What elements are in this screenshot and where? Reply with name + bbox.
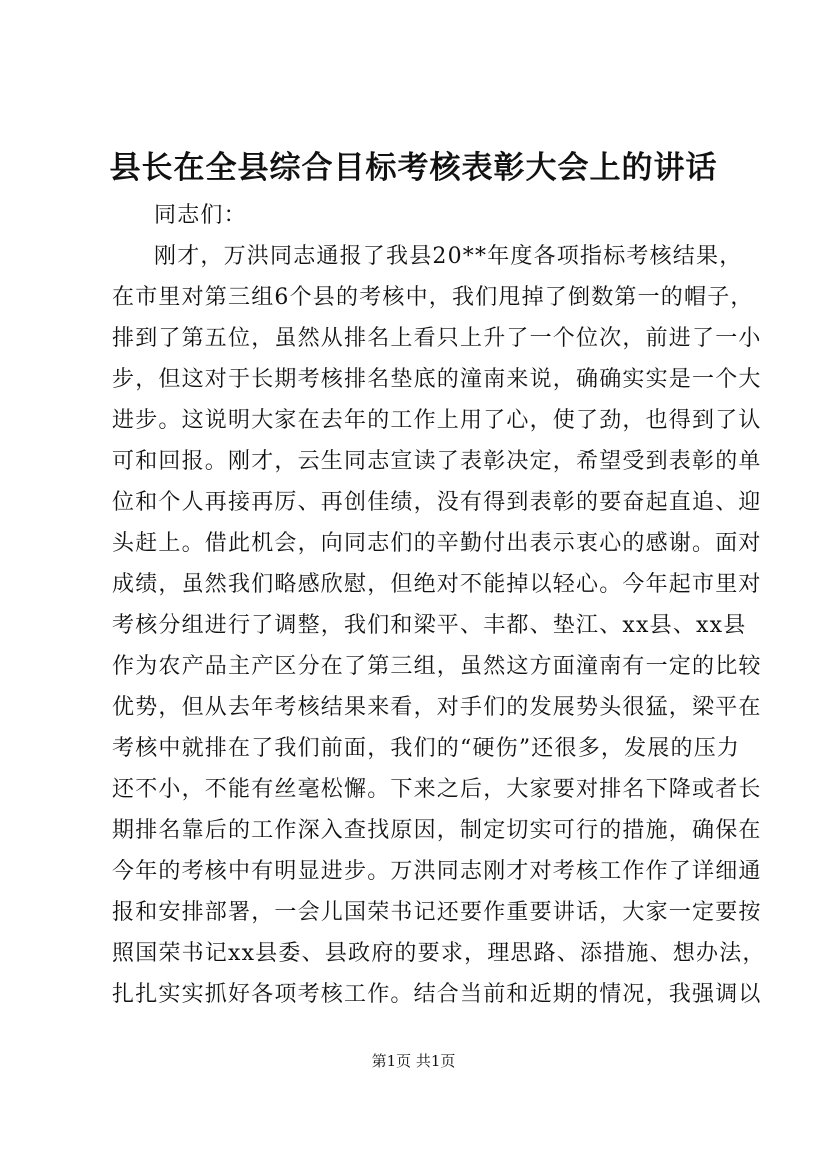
- paragraph-line: 考核分组进行了调整，我们和梁平、丰都、垫江、xx县、xx县: [112, 613, 747, 638]
- paragraph-line: 头赶上。借此机会，向同志们的辛勤付出表示衷心的感谢。面对: [112, 531, 762, 556]
- paragraph-line: 今年的考核中有明显进步。万洪同志刚才对考核工作作了详细通: [112, 859, 762, 884]
- salutation: 同志们：: [154, 203, 247, 228]
- paragraph-line: 优势，但从去年考核结果来看，对手们的发展势头很猛，梁平在: [112, 695, 762, 720]
- paragraph-line: 扎扎实实抓好各项考核工作。结合当前和近期的情况，我强调以: [112, 982, 762, 1007]
- paragraph-line: 期排名靠后的工作深入查找原因，制定切实可行的措施，确保在: [112, 818, 762, 843]
- document-title: 县长在全县综合目标考核表彰大会上的讲话: [109, 150, 718, 186]
- paragraph-line: 在市里对第三组6个县的考核中，我们甩掉了倒数第一的帽子，: [112, 285, 754, 310]
- paragraph-line: 考核中就排在了我们前面，我们的“硬伤”还很多，发展的压力: [112, 736, 741, 761]
- page-footer: 第1页 共1页: [371, 1052, 456, 1070]
- paragraph-line: 还不小，不能有丝毫松懈。下来之后，大家要对排名下降或者长: [112, 777, 762, 802]
- paragraph-line: 作为农产品主产区分在了第三组，虽然这方面潼南有一定的比较: [112, 654, 762, 679]
- paragraph-line: 可和回报。刚才，云生同志宣读了表彰决定，希望受到表彰的单: [112, 449, 762, 474]
- paragraph-line: 照国荣书记xx县委、县政府的要求，理思路、添措施、想办法，: [112, 941, 766, 966]
- paragraph-line: 步，但这对于长期考核排名垫底的潼南来说，确确实实是一个大: [112, 367, 762, 392]
- paragraph-line: 报和安排部署，一会儿国荣书记还要作重要讲话，大家一定要按: [112, 900, 762, 925]
- paragraph-line: 进步。这说明大家在去年的工作上用了心，使了劲，也得到了认: [112, 408, 762, 433]
- paragraph-line: 刚才，万洪同志通报了我县20**年度各项指标考核结果，: [154, 244, 743, 269]
- paragraph-line: 成绩，虽然我们略感欣慰，但绝对不能掉以轻心。今年起市里对: [112, 572, 762, 597]
- paragraph-line: 位和个人再接再厉、再创佳绩，没有得到表彰的要奋起直追、迎: [112, 490, 762, 515]
- paragraph-line: 排到了第五位，虽然从排名上看只上升了一个位次，前进了一小: [112, 326, 762, 351]
